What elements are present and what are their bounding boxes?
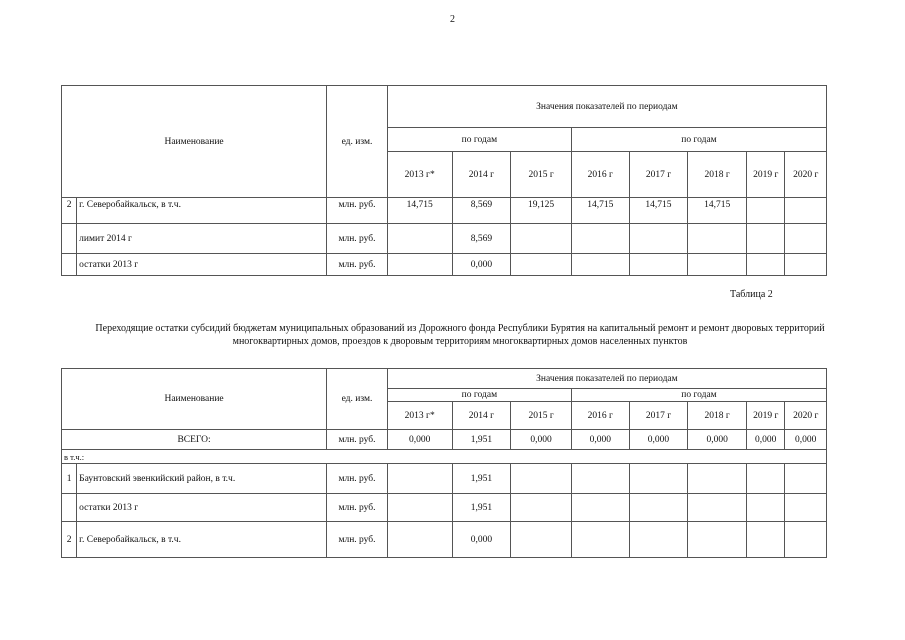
cell-value: 0,000 — [785, 430, 827, 450]
year-header: 2018 г — [688, 402, 747, 430]
year-header: 2013 г* — [387, 152, 452, 198]
year-header: 2015 г — [511, 402, 572, 430]
cell-value — [629, 494, 688, 522]
cell-value — [747, 254, 785, 276]
table-row — [62, 254, 827, 276]
cell-value: 0,000 — [747, 430, 785, 450]
cell-value — [511, 494, 572, 522]
cell-value — [688, 254, 747, 276]
year-header: 2019 г — [747, 152, 785, 198]
cell-value — [571, 224, 629, 254]
cell-value — [629, 224, 688, 254]
row-number — [62, 224, 77, 254]
cell-value: 14,715 — [571, 198, 629, 224]
cell-value — [387, 254, 452, 276]
cell-value: 8,569 — [452, 198, 511, 224]
cell-value: 0,000 — [387, 430, 452, 450]
cell-value: 0,000 — [571, 430, 629, 450]
table-1 — [61, 85, 827, 276]
table-row — [62, 522, 827, 558]
cell-value — [387, 494, 452, 522]
cell-value — [785, 522, 827, 558]
row-unit: млн. руб. — [327, 522, 388, 558]
cell-value — [747, 494, 785, 522]
cell-value — [785, 198, 827, 224]
cell-value — [747, 198, 785, 224]
cell-value — [511, 254, 572, 276]
row-unit: млн. руб. — [327, 254, 388, 276]
row-name: остатки 2013 г — [77, 494, 327, 522]
cell-value — [571, 464, 629, 494]
cell-value: 8,569 — [452, 224, 511, 254]
year-header: 2014 г — [452, 152, 511, 198]
cell-value: 1,951 — [452, 494, 511, 522]
including-row — [62, 450, 827, 464]
row-name: г. Северобайкальск, в т.ч. — [77, 522, 327, 558]
table-row — [62, 198, 827, 224]
cell-value — [629, 522, 688, 558]
row-name: остатки 2013 г — [77, 254, 327, 276]
cell-value: 0,000 — [511, 430, 572, 450]
cell-value: 19,125 — [511, 198, 572, 224]
row-number: 2 — [62, 198, 77, 224]
cell-value — [747, 522, 785, 558]
cell-value — [629, 254, 688, 276]
row-unit: млн. руб. — [327, 494, 388, 522]
year-header: 2017 г — [629, 152, 688, 198]
header-unit: ед. изм. — [327, 369, 388, 430]
row-name: лимит 2014 г — [77, 224, 327, 254]
cell-value — [511, 464, 572, 494]
cell-value — [688, 522, 747, 558]
row-number: 1 — [62, 464, 77, 494]
cell-value — [387, 464, 452, 494]
cell-value: 1,951 — [452, 464, 511, 494]
year-header: 2019 г — [747, 402, 785, 430]
cell-value — [571, 494, 629, 522]
total-label: ВСЕГО: — [62, 430, 327, 450]
cell-value — [747, 224, 785, 254]
table-row — [62, 494, 827, 522]
header-by-years-right: по годам — [571, 128, 826, 152]
cell-value — [571, 522, 629, 558]
table-2-caption: Переходящие остатки субсидий бюджетам муниципальных образований из Дорожного фонда Республики Бурятия на капитальный ремонт и ремонт дворовых территорий многоквартирных домов, проездов к дворовым территориям многоквартирных домов населенных пунктов — [95, 323, 825, 347]
cell-value: 0,000 — [452, 522, 511, 558]
cell-value: 14,715 — [387, 198, 452, 224]
year-header: 2016 г — [571, 152, 629, 198]
cell-value — [387, 224, 452, 254]
year-header: 2020 г — [785, 402, 827, 430]
cell-value: 0,000 — [452, 254, 511, 276]
row-name: г. Северобайкальск, в т.ч. — [77, 198, 327, 224]
table-row — [62, 464, 827, 494]
cell-value — [747, 464, 785, 494]
year-header: 2014 г — [452, 402, 511, 430]
header-by-years-left: по годам — [387, 389, 571, 402]
cell-value — [688, 464, 747, 494]
row-unit: млн. руб. — [327, 430, 388, 450]
cell-value — [785, 224, 827, 254]
cell-value: 14,715 — [629, 198, 688, 224]
year-header: 2020 г — [785, 152, 827, 198]
year-header: 2017 г — [629, 402, 688, 430]
table-2-label: Таблица 2 — [730, 289, 773, 300]
header-name: Наименование — [62, 86, 327, 198]
row-unit: млн. руб. — [327, 198, 388, 224]
page-number: 2 — [450, 14, 455, 25]
year-header: 2013 г* — [387, 402, 452, 430]
total-row — [62, 430, 827, 450]
cell-value — [629, 464, 688, 494]
cell-value — [785, 464, 827, 494]
cell-value — [511, 224, 572, 254]
cell-value — [785, 494, 827, 522]
table-2 — [61, 368, 827, 558]
row-number — [62, 494, 77, 522]
header-name: Наименование — [62, 369, 327, 430]
year-header: 2018 г — [688, 152, 747, 198]
year-header: 2016 г — [571, 402, 629, 430]
including-label: в т.ч.: — [62, 450, 827, 464]
header-by-years-left: по годам — [387, 128, 571, 152]
cell-value — [688, 224, 747, 254]
cell-value: 1,951 — [452, 430, 511, 450]
cell-value: 14,715 — [688, 198, 747, 224]
cell-value — [785, 254, 827, 276]
header-values-by-period: Значения показателей по периодам — [387, 369, 826, 389]
row-unit: млн. руб. — [327, 224, 388, 254]
row-number — [62, 254, 77, 276]
row-number: 2 — [62, 522, 77, 558]
cell-value — [571, 254, 629, 276]
cell-value — [387, 522, 452, 558]
cell-value — [511, 522, 572, 558]
cell-value: 0,000 — [688, 430, 747, 450]
cell-value: 0,000 — [629, 430, 688, 450]
year-header: 2015 г — [511, 152, 572, 198]
cell-value — [688, 494, 747, 522]
header-by-years-right: по годам — [571, 389, 826, 402]
table-row — [62, 224, 827, 254]
row-name: Баунтовский эвенкийский район, в т.ч. — [77, 464, 327, 494]
row-unit: млн. руб. — [327, 464, 388, 494]
header-unit: ед. изм. — [327, 86, 388, 198]
header-values-by-period: Значения показателей по периодам — [387, 86, 826, 128]
